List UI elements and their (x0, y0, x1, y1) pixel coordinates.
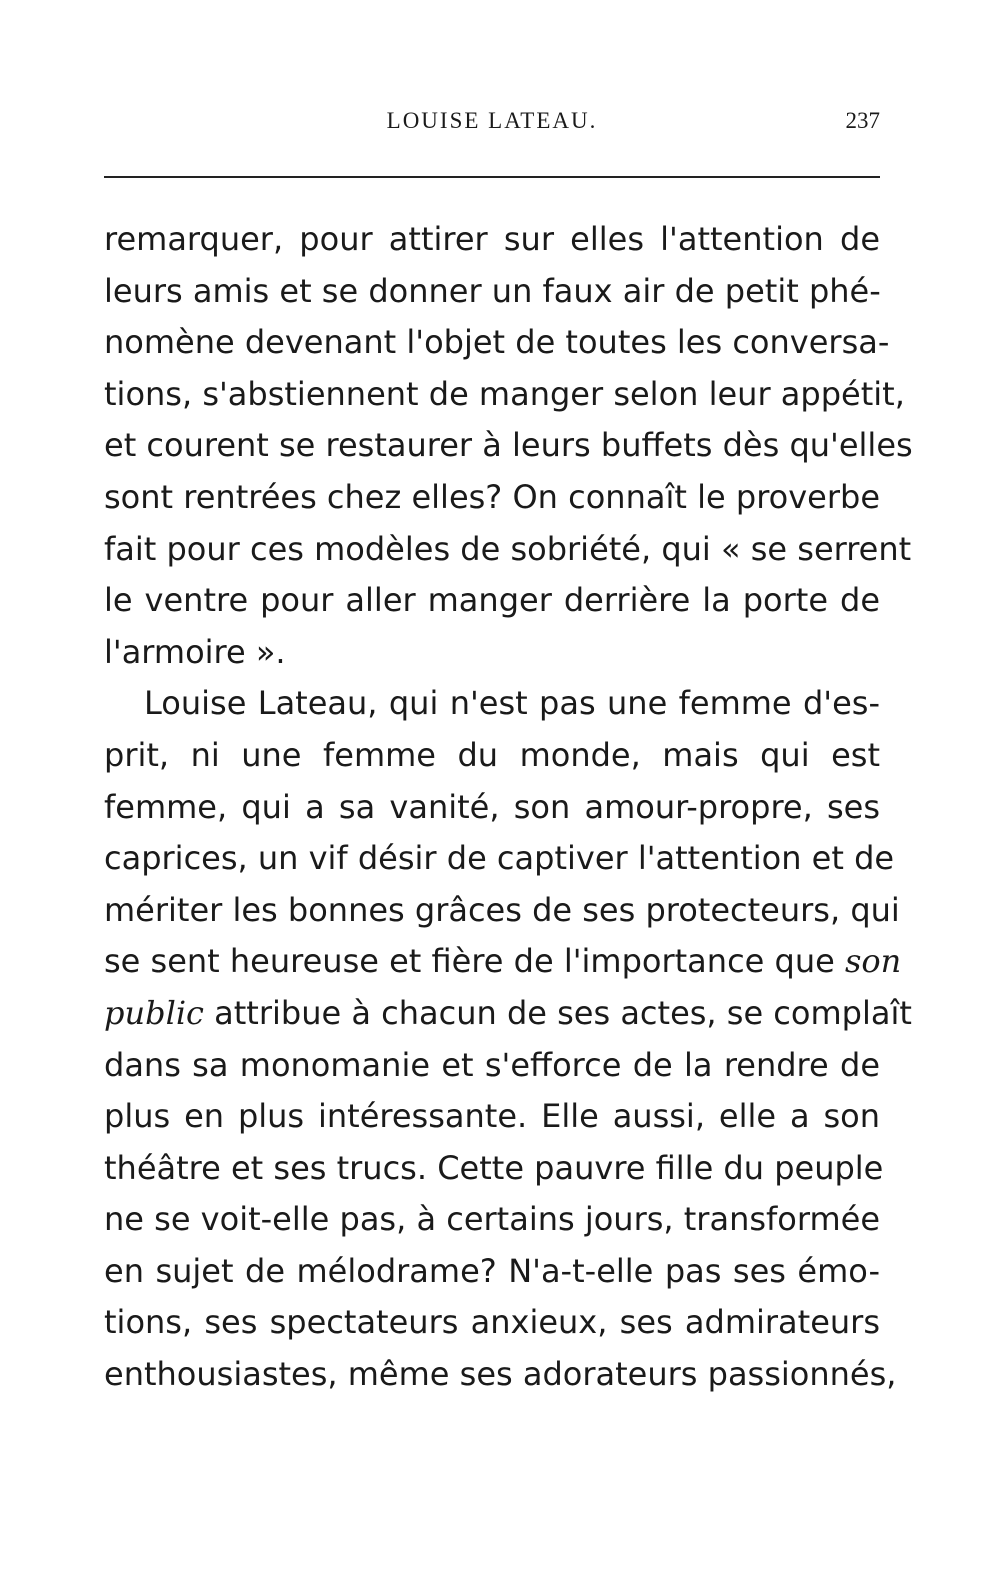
text-line: plus en plus intéressante. Elle aussi, elle a son (104, 1097, 880, 1136)
text-line: caprices, un vif désir de captiver l'attention et de (104, 839, 895, 878)
text-line: tions, s'abstiennent de manger selon leur appétit, (104, 374, 905, 413)
text-line: ne se voit-elle pas, à certains jours, transformée (104, 1200, 880, 1239)
running-head (104, 104, 880, 144)
text-line: et courent se restaurer à leurs buffets dès qu'elles (104, 426, 913, 465)
text-line: l'armoire ». (104, 632, 286, 671)
text-line: prit, ni une femme du monde, mais qui est (104, 735, 880, 774)
header-rule (104, 176, 880, 178)
text-line: femme, qui a sa vanité, son amour-propre, ses (104, 787, 880, 826)
text-segment: attribue à chacun de ses actes, se complaît (214, 993, 912, 1032)
text-line (104, 936, 902, 988)
page-number: 237 (845, 108, 880, 133)
text-line: leurs amis et se donner un faux air de petit phé- (104, 271, 881, 310)
text-line: dans sa monomanie et s'efforce de la rendre de (104, 1045, 880, 1084)
text-line: remarquer, pour attirer sur elles l'attention de (104, 220, 880, 258)
text-line: enthousiastes, même ses adorateurs passionnés, (104, 1355, 897, 1394)
text-line: nomène devenant l'objet de toutes les conversa- (104, 323, 890, 362)
text-line: le ventre pour aller manger derrière la porte de (104, 581, 880, 620)
text-line: tions, ses spectateurs anxieux, ses admirateurs (104, 1303, 880, 1342)
italic-text: son (844, 942, 902, 981)
italic-text: public (104, 993, 204, 1032)
text-line: Louise Lateau, qui n'est pas une femme d'es- (144, 684, 880, 723)
running-title: LOUISE LATEAU. (386, 108, 598, 133)
text-line: en sujet de mélodrame? N'a-t-elle pas ses émo- (104, 1251, 880, 1290)
text-line: sont rentrées chez elles? On connaît le proverbe (104, 477, 880, 516)
body-text (104, 214, 913, 1401)
text-line: mériter les bonnes grâces de ses protecteurs, qui (104, 890, 900, 929)
text-line (104, 988, 912, 1040)
text-segment: se sent heureuse et fière de l'importance que (104, 942, 835, 981)
text-line: théâtre et ses trucs. Cette pauvre fille du peuple (104, 1148, 884, 1187)
text-line: fait pour ces modèles de sobriété, qui « se serrent (104, 529, 912, 568)
